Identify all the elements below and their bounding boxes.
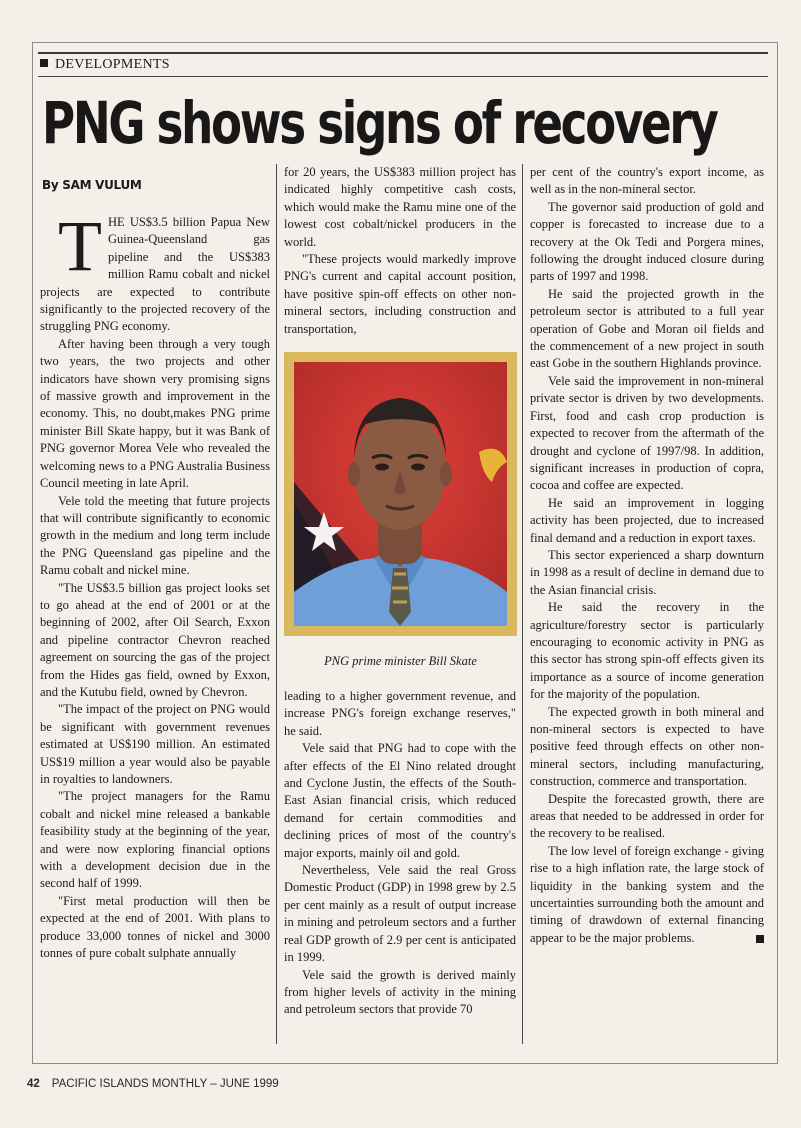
publication-line: PACIFIC ISLANDS MONTHLY – JUNE 1999: [51, 1078, 279, 1090]
section-label: [40, 57, 170, 73]
paragraph: Vele said the improvement in non-mineral private sector is driven by two developments. First, food and cash crop production is expected to recover from the aftermath of the drought and cyclone of 1997/98. In addition, significant increases in production of copra, cocoa and coffee are expected.: [530, 373, 764, 493]
paragraph: Vele told the meeting that future projects that will contribute significantly to economic growth in the medium and long term include the PNG Queensland gas pipeline and the Ramu cobalt and nickel mine.: [40, 493, 270, 578]
top-rule: [38, 52, 768, 54]
portrait-photo: [294, 362, 507, 626]
column-divider: [276, 164, 277, 1044]
headline: PNG shows signs of recovery: [42, 89, 717, 157]
paragraph: for 20 years, the US$383 million project has indicated highly competitive cash costs, which would make the Ramu mine one of the lowest cost cobalt/nickel producers in the world.: [284, 165, 516, 249]
paragraph: Vele said that PNG had to cope with the after effects of the El Nino related drought and Cyclone Justin, the effects of the South-East Asian financial crisis, which reduced demand for certain commodities and declining prices of most of the country's major exports, mainly oil and gold.: [284, 741, 516, 860]
photo-caption: PNG prime minister Bill Skate: [324, 654, 477, 668]
page-number: 42: [27, 1078, 40, 1090]
paragraph: Nevertheless, Vele said the real Gross Domestic Product (GDP) in 1998 grew by 2.5 per cent mainly as a result of output increase in mining and petroleum sectors and a further real GDP growth of 2.9 per cent is anticipated in 1999.: [284, 863, 516, 965]
column-3: [530, 164, 764, 947]
paragraph: leading to a higher government revenue, and increase PNG's foreign exchange reserves," he said.: [284, 689, 516, 738]
byline: By SAM VULUM: [42, 178, 142, 192]
column-divider: [522, 164, 523, 1044]
paragraph: The governor said production of gold and copper is forecasted to increase due to a recovery at the Ok Tedi and Porgera mines, following the drought induced closure during parts of 1997 and 1998.: [530, 199, 764, 284]
paragraph: [530, 843, 764, 947]
paragraph: He said an improvement in logging activity has been projected, due to increased final demand and a reduction in export taxes.: [530, 495, 764, 545]
paragraph-text: HE US$3.5 billion Papua New Guinea-Queensland gas pipeline and the US$383 million Ramu cobalt and nickel projects are expected to contribute significantly to the projected recovery of the struggling PNG economy.: [40, 215, 270, 334]
column-1: [40, 206, 270, 962]
paragraph: This sector experienced a sharp downturn in 1998 as a result of decline in demand due to the Asian financial crisis.: [530, 547, 764, 597]
paragraph: "First metal production will then be expected at the end of 2001. With plans to produce 33,000 tonnes of nickel and 3000 tonnes of pure cobalt sulphate annually: [40, 893, 270, 961]
paragraph: "These projects would markedly improve PNG's current and capital account position, have positive spin-off effects on other non-mineral sectors, including construction and transportation,: [284, 252, 516, 336]
paragraph: per cent of the country's export income, as well as in the non-mineral sector.: [530, 165, 764, 197]
paragraph: He said the recovery in the agriculture/forestry sector is particularly encouraging to economic activity in PNG as this sector has strong spin-off effects given its importance as a source of income generation for the majority of the population.: [530, 600, 764, 702]
column-2-bottom: [284, 688, 516, 1019]
paragraph: "The project managers for the Ramu cobalt and nickel mine released a bankable feasibility study at the beginning of the year, and were now exploring financial options with a development decision due in the second half of 1999.: [40, 789, 270, 891]
portrait-illustration: [294, 362, 507, 626]
paragraph: Despite the forecasted growth, there are areas that needed to be addressed in order for the recovery to be realised.: [530, 791, 764, 841]
paragraph: [40, 206, 270, 336]
page-footer: [27, 1078, 279, 1090]
paragraph: The expected growth in both mineral and non-mineral sectors is expected to have positive feed through effects on other non-mineral sectors, including manufacturing, construction, commerce and transportation.: [530, 704, 764, 789]
section-bullet-icon: [40, 59, 48, 67]
photo-frame: [284, 352, 517, 636]
paragraph: "The US$3.5 billion gas project looks set to go ahead at the end of 2001 or at the beginning of 2002, after Oil Search, Exxon and pipeline contractor Chevron reached agreement on sourcing the gas of the project from the Hides gas field, owned by Exxon, and the Kutubu field, owned by Chevron.: [40, 580, 270, 699]
section-rule: [38, 76, 768, 77]
drop-cap: T: [58, 206, 102, 286]
paragraph: "The impact of the project on PNG would be significant with government revenues estimated at US$190 million. An estimated US$19 million a year would also be payable in royalties to landowners.: [40, 702, 270, 786]
paragraph: After having been through a very tough two years, the two projects and other indicators have shown very promising signs of massive growth and improvement in the economy. This, no doubt,makes PNG prime minister Bill Skate happy, but it was Bank of PNG governor Morea Vele who revealed the welcoming news to a PNG Australia Business Council meeting in late April.: [40, 336, 270, 491]
paragraph: Vele said the growth is derived mainly from higher levels of activity in the mining and petroleum sectors that provide 70: [284, 967, 516, 1017]
paragraph-text: The low level of foreign exchange - giving rise to a high inflation rate, the large stock of liquidity in the banking system and the uncertainties surrounding both the amount and timing of drawdown of external financing appear to be the major problems.: [530, 843, 764, 945]
end-mark-icon: [756, 935, 764, 943]
section-label-text: DEVELOPMENTS: [55, 57, 170, 72]
paragraph: He said the projected growth in the petroleum sector is attributed to a full year operation of Gobe and Moran oil fields and the commencement of a new project in south east Gobe in the southern Highlands province.: [530, 286, 764, 371]
column-2-top: [284, 164, 516, 338]
